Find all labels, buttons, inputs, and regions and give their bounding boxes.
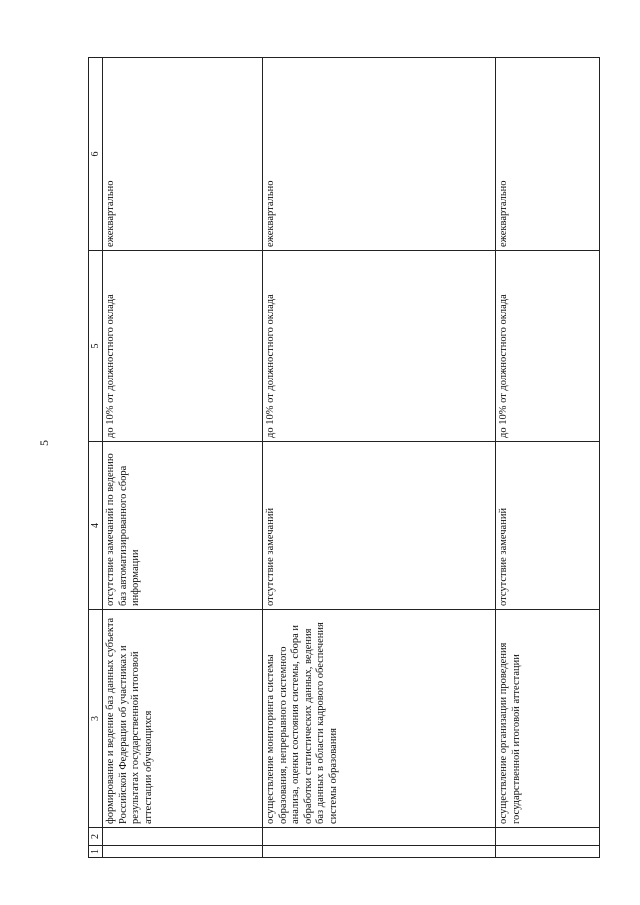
table-row (263, 58, 496, 858)
table-cell (263, 828, 496, 846)
payment-amount-cell: до 10% от должностного оклада (103, 251, 263, 442)
table-row (103, 58, 263, 858)
table-cell (263, 846, 496, 858)
column-number-header: 2 (89, 828, 103, 846)
criterion-cell: отсутствие замечаний (496, 442, 600, 610)
payment-amount-cell: до 10% от должностного оклада (496, 251, 600, 442)
criterion-cell: отсутствие замечаний по ведению баз автоматизированного сбора информации (103, 442, 263, 610)
periodicity-cell: ежеквартально (263, 58, 496, 251)
table-row (496, 58, 600, 858)
table-cell (103, 828, 263, 846)
column-number-header: 6 (89, 58, 103, 251)
column-number-header: 5 (89, 251, 103, 442)
page-number: 5 (37, 440, 51, 446)
table-cell (103, 846, 263, 858)
bonus-criteria-table (88, 57, 600, 858)
table-cell (496, 846, 600, 858)
activity-cell: осуществление мониторинга системы образования, непрерывного системного анализа, оценки состояния системы, сбора и обработки статистических данных, ведения баз данных в области кадрового обеспечения системы образования (263, 610, 496, 828)
periodicity-cell: ежеквартально (103, 58, 263, 251)
column-number-header: 1 (89, 846, 103, 858)
activity-cell: формирование и ведение баз данных субъекта Российской Федерации об участниках и результатах государственной итоговой аттестации обучающихся (103, 610, 263, 828)
column-number-header: 3 (89, 610, 103, 828)
activity-cell: осуществление организации проведения государственной итоговой аттестации (496, 610, 600, 828)
criterion-cell: отсутствие замечаний (263, 442, 496, 610)
header-row (89, 58, 103, 858)
payment-amount-cell: до 10% от должностного оклада (263, 251, 496, 442)
table-cell (496, 828, 600, 846)
table-container (88, 58, 598, 858)
column-number-header: 4 (89, 442, 103, 610)
periodicity-cell: ежеквартально (496, 58, 600, 251)
